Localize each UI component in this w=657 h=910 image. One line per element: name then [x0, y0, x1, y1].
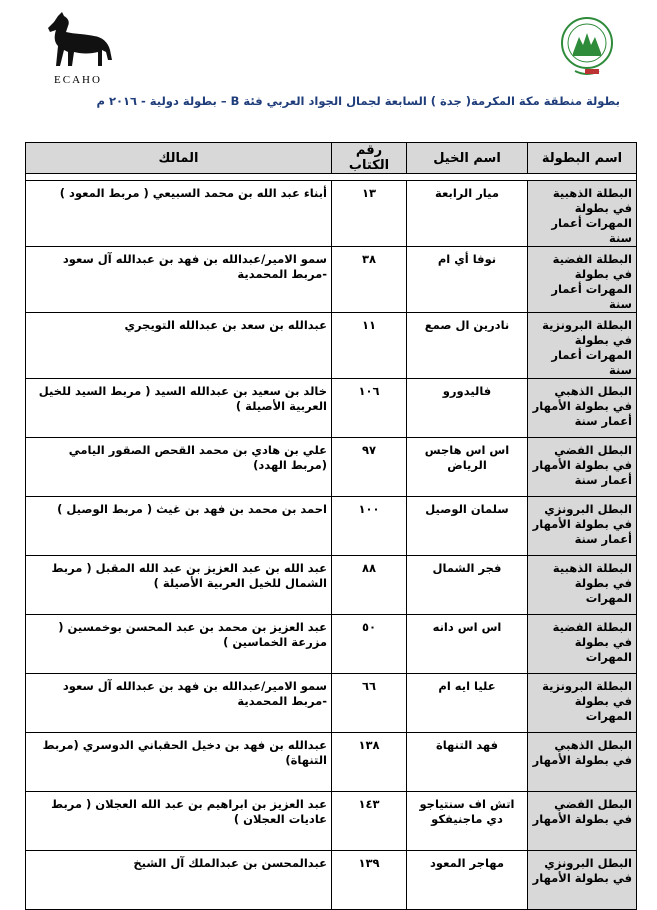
horse-icon — [44, 10, 114, 72]
page-title — [20, 94, 620, 109]
cell-owner: علي بن هادي بن محمد القحص الصقور اليامي (مربط الهدد) — [26, 438, 332, 497]
cell-championship: البطل الفضي في بطولة الأمهار أعمار سنة — [528, 438, 637, 497]
cell-horse: اتش اف سنتياجو دي ماجنيفكو — [407, 792, 528, 851]
cell-reg: ١٣ — [332, 181, 407, 247]
cell-owner: عبدالله بن سعد بن عبدالله التويجري — [26, 313, 332, 379]
cell-championship: البطلة البرونزية في بطولة المهرات أعمار سنة — [528, 313, 637, 379]
cell-reg: ١٠٦ — [332, 379, 407, 438]
cell-championship: البطل الفضي في بطولة الأمهار — [528, 792, 637, 851]
table-row — [26, 497, 637, 556]
cell-championship: البطل الذهبي في بطولة الأمهار — [528, 733, 637, 792]
cell-horse: فاليدورو — [407, 379, 528, 438]
col-header-owner: المالك — [26, 143, 332, 174]
cell-championship: البطل البرونزي في بطولة الأمهار أعمار سنة — [528, 497, 637, 556]
header-spacer — [26, 174, 637, 181]
cell-owner: عبد الله بن عبد العزيز بن عبد الله المقبل ( مربط الشمال للخيل العربية الأصيلة ) — [26, 556, 332, 615]
ecaho-logo — [38, 10, 118, 88]
ministry-logo — [545, 15, 625, 85]
table-row — [26, 247, 637, 313]
cell-owner: عبدالمحسن بن عبدالملك آل الشيخ — [26, 851, 332, 910]
table-row — [26, 556, 637, 615]
table-row — [26, 851, 637, 910]
cell-owner: خالد بن سعيد بن عبدالله السيد ( مربط السيد للخيل العربية الأصيلة ) — [26, 379, 332, 438]
ministry-emblem-icon — [545, 15, 625, 85]
cell-reg: ١٣٨ — [332, 733, 407, 792]
cell-horse: فجر الشمال — [407, 556, 528, 615]
col-header-horse: اسم الخيل — [407, 143, 528, 174]
cell-horse: سلمان الوصيل — [407, 497, 528, 556]
table-row — [26, 674, 637, 733]
cell-championship: البطلة الذهبية في بطولة المهرات — [528, 556, 637, 615]
ecaho-text: ECAHO — [54, 74, 102, 86]
title-line: بطولة منطقة مكة المكرمة( جدة ) السابعة لجمال الجواد العربي فئة B – بطولة دولية - ٢٠١٦ م — [96, 94, 620, 108]
cell-reg: ١١ — [332, 313, 407, 379]
cell-owner: سمو الامير/عبدالله بن فهد بن عبدالله آل سعود -مربط المحمدية — [26, 674, 332, 733]
table-row — [26, 733, 637, 792]
cell-horse: نوفا أي ام — [407, 247, 528, 313]
cell-horse: نادرين ال صمع — [407, 313, 528, 379]
cell-horse: اس اس دانه — [407, 615, 528, 674]
table-row — [26, 792, 637, 851]
table-row — [26, 313, 637, 379]
cell-championship: البطل الذهبي في بطولة الأمهار أعمار سنة — [528, 379, 637, 438]
cell-reg: ٨٨ — [332, 556, 407, 615]
cell-reg: ١٣٩ — [332, 851, 407, 910]
cell-championship: البطلة الذهبية في بطولة المهرات أعمار سنة — [528, 181, 637, 247]
cell-horse: اس اس هاجس الرياض — [407, 438, 528, 497]
table-header-row — [26, 143, 637, 174]
cell-reg: ٩٧ — [332, 438, 407, 497]
cell-horse: فهد التنهاة — [407, 733, 528, 792]
cell-championship: البطلة الفضية في بطولة المهرات أعمار سنة — [528, 247, 637, 313]
cell-horse: مهاجر المعود — [407, 851, 528, 910]
table-row — [26, 615, 637, 674]
cell-reg: ٣٨ — [332, 247, 407, 313]
cell-horse: عليا ايه ام — [407, 674, 528, 733]
table-row — [26, 181, 637, 247]
cell-owner: احمد بن محمد بن فهد بن غيث ( مربط الوصيل ) — [26, 497, 332, 556]
cell-reg: ١٤٣ — [332, 792, 407, 851]
cell-owner: عبد العزيز بن محمد بن عبد المحسن بوخمسين ( مزرعة الخماسين ) — [26, 615, 332, 674]
cell-owner: أبناء عبد الله بن محمد السبيعي ( مربط المعود ) — [26, 181, 332, 247]
cell-championship: البطلة الفضية في بطولة المهرات — [528, 615, 637, 674]
cell-championship: البطلة البرونزية في بطولة المهرات — [528, 674, 637, 733]
col-header-championship: اسم البطولة — [528, 143, 637, 174]
cell-owner: عبد العزيز بن ابراهيم بن عبد الله العجلان ( مربط عاديات العجلان ) — [26, 792, 332, 851]
cell-horse: ميار الرابعة — [407, 181, 528, 247]
cell-owner: سمو الامير/عبدالله بن فهد بن عبدالله آل سعود -مربط المحمدية — [26, 247, 332, 313]
champions-table — [25, 142, 637, 910]
cell-reg: ٥٠ — [332, 615, 407, 674]
cell-reg: ١٠٠ — [332, 497, 407, 556]
col-header-reg: رقم الكتاب — [332, 143, 407, 174]
cell-championship: البطل البرونزي في بطولة الأمهار — [528, 851, 637, 910]
table-row — [26, 379, 637, 438]
table-row — [26, 438, 637, 497]
cell-owner: عبدالله بن فهد بن دخيل الحقباني الدوسري (مربط التنهاة) — [26, 733, 332, 792]
cell-reg: ٦٦ — [332, 674, 407, 733]
